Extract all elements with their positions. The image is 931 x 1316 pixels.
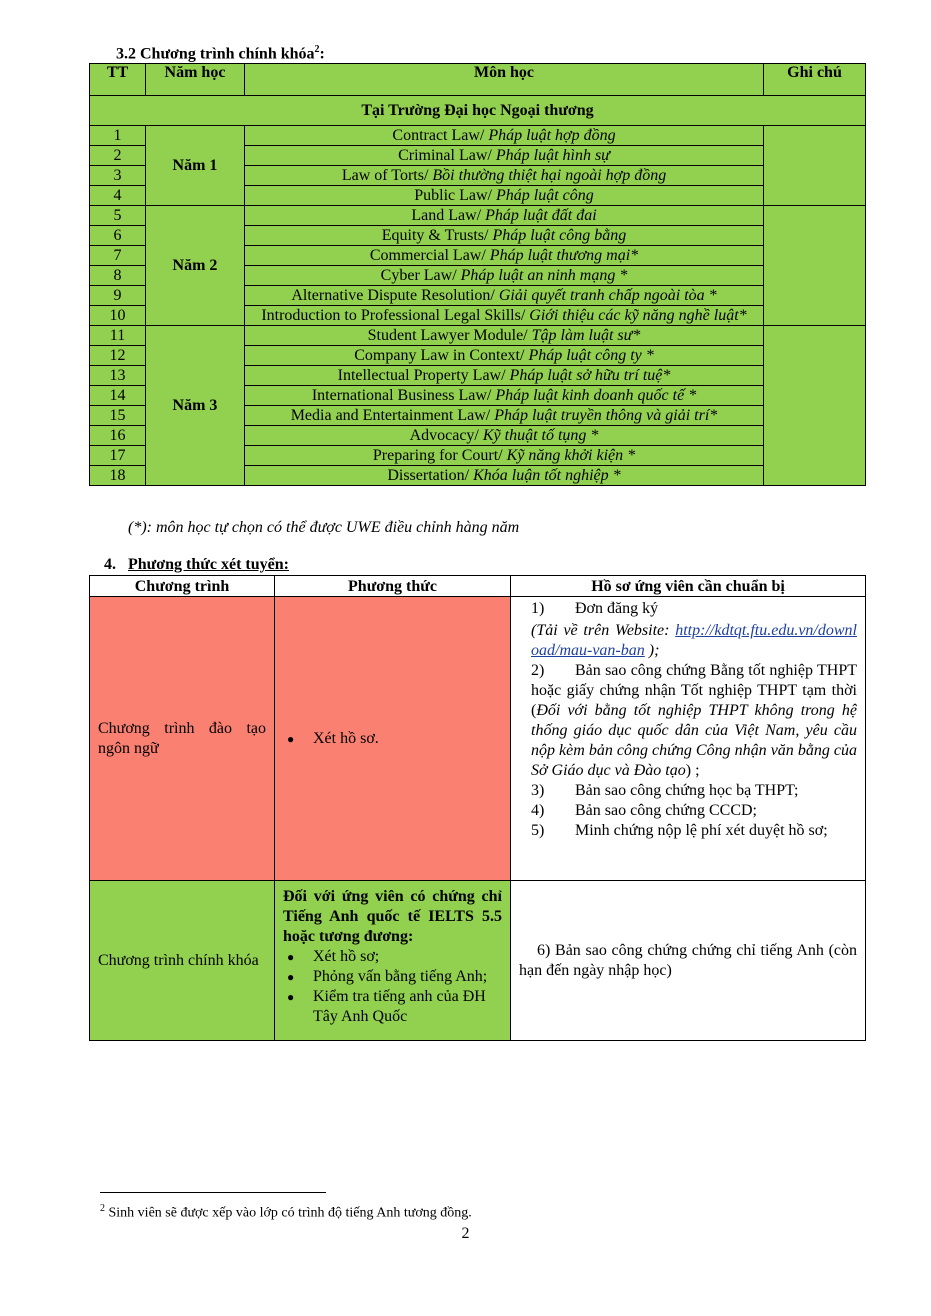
doc-num: 4) — [531, 802, 545, 819]
row-number: 5 — [90, 206, 146, 226]
subject-vi: Pháp luật công ty * — [528, 347, 654, 364]
doc-2 — [531, 661, 857, 781]
subject-vi: Pháp luật truyền thông và giải trí* — [494, 407, 718, 424]
subject-en: Public Law/ — [414, 187, 496, 204]
admission-table — [89, 575, 866, 1041]
doc-text: Bản sao công chứng học bạ THPT; — [575, 782, 799, 799]
footnote-divider — [100, 1192, 326, 1193]
footnote-ref: 2 — [314, 44, 320, 55]
row-number: 7 — [90, 246, 146, 266]
subject-vi: Khóa luận tốt nghiệp * — [473, 467, 621, 484]
doc-text: Bản sao công chứng Bằng tốt nghiệp THPT hoặc giấy chứng nhận Tốt nghiệp THPT tạm thời ( — [531, 662, 857, 719]
footnote-text: Sinh viên sẽ được xếp vào lớp có trình độ tiếng Anh tương đồng. — [108, 1205, 472, 1221]
elective-note: (*): môn học tự chọn có thể được UWE điều chỉnh hàng năm — [128, 519, 520, 536]
subject-en: Preparing for Court/ — [372, 447, 507, 464]
subject-vi: Giới thiệu các kỹ năng nghề luật* — [529, 307, 747, 324]
subject-en: Commercial Law/ — [369, 247, 490, 264]
doc-num: 1) — [531, 600, 545, 617]
subject-cell — [245, 166, 764, 186]
note-cell — [764, 126, 866, 206]
method-main — [275, 881, 511, 1041]
year-cell: Năm 1 — [146, 126, 245, 206]
subject-cell — [245, 326, 764, 346]
subject-en: Introduction to Professional Legal Skills/ — [261, 307, 530, 324]
curriculum-row — [90, 206, 866, 226]
program-main — [90, 881, 275, 1041]
footnote-mark: 2 — [100, 1203, 105, 1214]
method-item: ● Xét hồ sơ; — [283, 947, 502, 967]
subject-en: Land Law/ — [411, 207, 486, 224]
subject-cell — [245, 426, 764, 446]
header-documents: Hồ sơ ứng viên cần chuẩn bị — [511, 576, 866, 597]
header-subject: Môn học — [245, 64, 764, 96]
subject-cell — [245, 266, 764, 286]
subject-cell — [245, 246, 764, 266]
header-note: Ghi chú — [764, 64, 866, 96]
subject-cell — [245, 406, 764, 426]
subject-cell — [245, 206, 764, 226]
doc-6: 6) Bản sao công chứng chứng chỉ tiếng Anh (còn hạn đến ngày nhập học) — [519, 941, 857, 979]
download-suffix: ); — [644, 642, 660, 659]
download-note — [531, 621, 857, 661]
subject-cell — [245, 146, 764, 166]
subject-en: Company Law in Context/ — [354, 347, 529, 364]
program-language-text: Chương trình đào tạo ngôn ngữ — [98, 719, 266, 757]
subject-vi: Pháp luật đất đai — [485, 207, 597, 224]
doc-num: 3) — [531, 782, 545, 799]
subject-en: International Business Law/ — [311, 387, 496, 404]
row-number: 12 — [90, 346, 146, 366]
university-band: Tại Trường Đại học Ngoại thương — [90, 96, 866, 126]
subject-en: Student Lawyer Module/ — [367, 327, 532, 344]
section-title-colon: : — [319, 45, 325, 63]
download-link[interactable]: http://kdtqt.ftu.edu.vn/download/mau-van-ban — [531, 622, 857, 659]
subject-cell — [245, 126, 764, 146]
header-program: Chương trình — [90, 576, 275, 597]
subject-vi: Pháp luật hợp đồng — [488, 127, 616, 144]
subject-vi: Giải quyết tranh chấp ngoài tòa * — [498, 287, 717, 304]
subject-cell — [245, 386, 764, 406]
section-4-title-text: Phương thức xét tuyển: — [128, 556, 289, 573]
program-main-text: Chương trình chính khóa — [98, 951, 259, 969]
row-number: 2 — [90, 146, 146, 166]
doc-4 — [531, 801, 857, 821]
documents-main — [511, 881, 866, 1041]
curriculum-row — [90, 326, 866, 346]
row-number: 9 — [90, 286, 146, 306]
row-number: 13 — [90, 366, 146, 386]
doc-3 — [531, 781, 857, 801]
subject-vi: Tập làm luật sư* — [531, 327, 641, 344]
method-item: ● Phỏng vấn bằng tiếng Anh; — [283, 967, 502, 987]
year-cell: Năm 3 — [146, 326, 245, 486]
subject-en: Equity & Trusts/ — [381, 227, 493, 244]
row-number: 1 — [90, 126, 146, 146]
row-number: 16 — [90, 426, 146, 446]
subject-en: Contract Law/ — [392, 127, 489, 144]
page-number: 2 — [461, 1225, 470, 1242]
subject-en: Advocacy/ — [409, 427, 483, 444]
subject-vi: Pháp luật thương mại* — [489, 247, 639, 264]
row-number: 15 — [90, 406, 146, 426]
method-item: ● Xét hồ sơ. — [283, 729, 502, 749]
subject-vi: Pháp luật an ninh mạng * — [460, 267, 628, 284]
row-number: 18 — [90, 466, 146, 486]
subject-en: Alternative Dispute Resolution/ — [291, 287, 499, 304]
subject-cell — [245, 186, 764, 206]
subject-vi: Kỹ thuật tố tụng * — [482, 427, 599, 444]
subject-cell — [245, 226, 764, 246]
doc-text-italic: Đối với bằng tốt nghiệp THPT không trong hệ thống giáo dục quốc dân của Việt Nam, yêu cầu nộp kèm bản công chứng Công nhận văn bằng của Sở Giáo dục và Đào tạo — [531, 702, 857, 779]
subject-cell — [245, 346, 764, 366]
doc-text-end: ) ; — [685, 762, 700, 779]
subject-vi: Pháp luật kinh doanh quốc tế * — [495, 387, 697, 404]
subject-vi: Kỹ năng khởi kiện * — [506, 447, 636, 464]
curriculum-table — [89, 63, 866, 486]
doc-1 — [531, 599, 857, 619]
row-number: 11 — [90, 326, 146, 346]
section-title-text: 3.2 Chương trình chính khóa — [116, 45, 315, 63]
method-heading: Đối với ứng viên có chứng chỉ Tiếng Anh quốc tế IELTS 5.5 hoặc tương đương: — [283, 888, 502, 945]
footnote — [100, 1203, 472, 1222]
doc-text: Bản sao công chứng CCCD; — [575, 802, 757, 819]
section-4-title — [104, 556, 289, 574]
note-cell — [764, 206, 866, 326]
year-cell: Năm 2 — [146, 206, 245, 326]
subject-vi: Pháp luật sở hữu trí tuệ* — [509, 367, 671, 384]
subject-vi: Pháp luật công bằng — [492, 227, 627, 244]
subject-en: Dissertation/ — [387, 467, 474, 484]
doc-text: Minh chứng nộp lệ phí xét duyệt hồ sơ; — [575, 822, 828, 839]
row-number: 17 — [90, 446, 146, 466]
header-tt: TT — [90, 64, 146, 96]
row-number: 6 — [90, 226, 146, 246]
subject-en: Law of Torts/ — [341, 167, 433, 184]
curriculum-row — [90, 126, 866, 146]
program-language — [90, 597, 275, 881]
header-year: Năm học — [146, 64, 245, 96]
method-language — [275, 597, 511, 881]
row-number: 3 — [90, 166, 146, 186]
row-number: 8 — [90, 266, 146, 286]
doc-num: 2) — [531, 662, 545, 679]
doc-num: 5) — [531, 822, 545, 839]
subject-en: Cyber Law/ — [380, 267, 461, 284]
row-number: 14 — [90, 386, 146, 406]
subject-en: Intellectual Property Law/ — [337, 367, 510, 384]
subject-en: Media and Entertainment Law/ — [290, 407, 495, 424]
section-number: 4. — [104, 556, 116, 573]
subject-en: Criminal Law/ — [398, 147, 496, 164]
download-prefix: (Tải về trên Website: — [531, 622, 676, 639]
header-method: Phương thức — [275, 576, 511, 597]
subject-cell — [245, 286, 764, 306]
row-number: 4 — [90, 186, 146, 206]
row-number: 10 — [90, 306, 146, 326]
note-cell — [764, 326, 866, 486]
subject-vi: Pháp luật công — [496, 187, 594, 204]
documents-language — [511, 597, 866, 881]
subject-vi: Bồi thường thiệt hại ngoài hợp đồng — [432, 167, 667, 184]
doc-5 — [531, 821, 857, 841]
subject-vi: Pháp luật hình sự — [495, 147, 610, 164]
subject-cell — [245, 466, 764, 486]
doc-text: Đơn đăng ký — [575, 600, 659, 617]
subject-cell — [245, 366, 764, 386]
section-3-2-title — [116, 44, 325, 63]
subject-cell — [245, 306, 764, 326]
subject-cell — [245, 446, 764, 466]
method-item: ● Kiểm tra tiếng anh của ĐH Tây Anh Quốc — [283, 987, 502, 1027]
